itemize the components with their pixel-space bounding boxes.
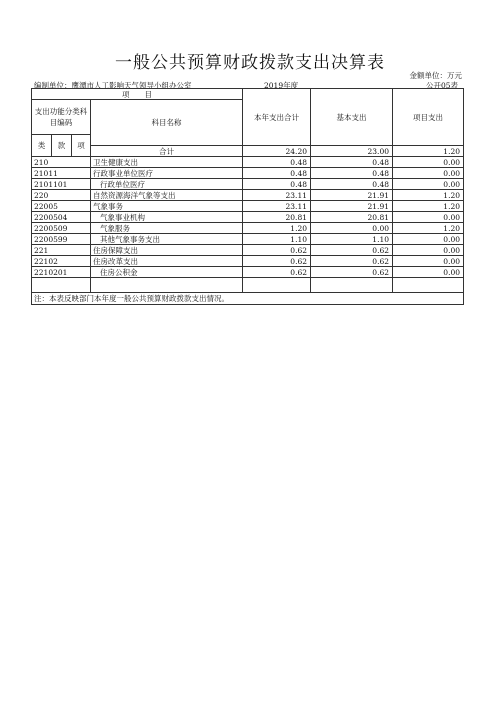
total-value-2: 23.00 [311, 146, 393, 157]
table-row [32, 267, 464, 278]
row-basic-value: 21.91 [311, 190, 393, 201]
row-basic-value: 0.48 [311, 168, 393, 179]
row-project-value: 0.00 [393, 267, 464, 278]
row-project-value: 0.00 [393, 256, 464, 267]
row-code: 22102 [32, 256, 91, 267]
row-total-value: 0.62 [243, 267, 311, 278]
row-total-value: 0.62 [243, 256, 311, 267]
row-basic-value: 20.81 [311, 212, 393, 223]
header-item: 项 目 [32, 89, 243, 100]
row-code: 220 [32, 190, 91, 201]
header-kuan: 款 [52, 135, 72, 157]
row-total-value: 0.48 [243, 168, 311, 179]
row-project-value: 0.00 [393, 179, 464, 190]
row-subject-name: 住房保障支出 [91, 245, 243, 256]
row-subject-name: 行政事业单位医疗 [91, 168, 243, 179]
table-note: 注：本表反映部门本年度一般公共预算财政拨款支出情况。 [32, 293, 464, 305]
header-row-items [32, 89, 464, 100]
row-code: 2200599 [32, 234, 91, 245]
table-row [32, 168, 464, 179]
total-row [32, 146, 464, 157]
row-subject-name: 气象事务 [91, 201, 243, 212]
row-basic-value: 21.91 [311, 201, 393, 212]
form-number: 公开05表 [425, 81, 458, 90]
row-basic-value: 0.48 [311, 179, 393, 190]
row-code: 2200509 [32, 223, 91, 234]
row-project-value: 0.00 [393, 168, 464, 179]
blank-cell [32, 278, 91, 293]
row-total-value: 0.62 [243, 245, 311, 256]
table-row [32, 234, 464, 245]
row-project-value: 0.00 [393, 234, 464, 245]
table-row [32, 157, 464, 168]
row-code: 2210201 [32, 267, 91, 278]
report-title: 一般公共预算财政拨款支出决算表 [115, 53, 385, 73]
header-project-expenditure: 项目支出 [393, 89, 464, 146]
blank-cell [311, 278, 393, 293]
row-project-value: 0.00 [393, 245, 464, 256]
table-row [32, 245, 464, 256]
row-total-value: 20.81 [243, 212, 311, 223]
header-xiang: 项 [72, 135, 91, 157]
row-subject-name: 住房公积金 [91, 267, 243, 278]
row-total-value: 23.11 [243, 190, 311, 201]
row-subject-name: 卫生健康支出 [91, 157, 243, 168]
row-code: 2101101 [32, 179, 91, 190]
table-row [32, 256, 464, 267]
row-total-value: 0.48 [243, 179, 311, 190]
blank-cell [393, 278, 464, 293]
expenditure-table [31, 88, 464, 305]
note-row [32, 293, 464, 305]
table-row [32, 212, 464, 223]
header-subject-name: 科目名称 [91, 100, 243, 146]
table-row [32, 190, 464, 201]
row-total-value: 0.48 [243, 157, 311, 168]
header-total-expenditure: 本年支出合计 [243, 89, 311, 146]
table-row [32, 223, 464, 234]
header-function-code: 支出功能分类科目编码 [32, 100, 91, 135]
total-label: 合计 [91, 146, 243, 157]
total-value-1: 24.20 [243, 146, 311, 157]
header-lei: 类 [32, 135, 52, 157]
row-total-value: 1.10 [243, 234, 311, 245]
row-subject-name: 自然资源海洋气象等支出 [91, 190, 243, 201]
row-project-value: 1.20 [393, 223, 464, 234]
row-basic-value: 0.62 [311, 267, 393, 278]
blank-cell [243, 278, 311, 293]
row-code: 210 [32, 157, 91, 168]
row-basic-value: 0.00 [311, 223, 393, 234]
total-value-3: 1.20 [393, 146, 464, 157]
table-row [32, 201, 464, 212]
row-subject-name: 行政单位医疗 [91, 179, 243, 190]
row-code: 22005 [32, 201, 91, 212]
blank-row [32, 278, 464, 293]
row-subject-name: 气象服务 [91, 223, 243, 234]
row-subject-name: 其他气象事务支出 [91, 234, 243, 245]
row-code: 21011 [32, 168, 91, 179]
row-basic-value: 1.10 [311, 234, 393, 245]
row-basic-value: 0.62 [311, 245, 393, 256]
row-code: 2200504 [32, 212, 91, 223]
table-row [32, 179, 464, 190]
organization-label: 编制单位：鹰潭市人工影响天气领导小组办公室 [34, 81, 192, 90]
row-basic-value: 0.48 [311, 157, 393, 168]
row-total-value: 23.11 [243, 201, 311, 212]
row-subject-name: 住房改革支出 [91, 256, 243, 267]
row-project-value: 1.20 [393, 190, 464, 201]
row-basic-value: 0.62 [311, 256, 393, 267]
amount-unit: 金额单位：万元 [409, 71, 462, 80]
row-project-value: 0.00 [393, 212, 464, 223]
report-year: 2019年度 [264, 81, 299, 90]
row-code: 221 [32, 245, 91, 256]
blank-cell [91, 278, 243, 293]
row-subject-name: 气象事业机构 [91, 212, 243, 223]
header-basic-expenditure: 基本支出 [311, 89, 393, 146]
row-project-value: 1.20 [393, 201, 464, 212]
row-total-value: 1.20 [243, 223, 311, 234]
row-project-value: 0.00 [393, 157, 464, 168]
